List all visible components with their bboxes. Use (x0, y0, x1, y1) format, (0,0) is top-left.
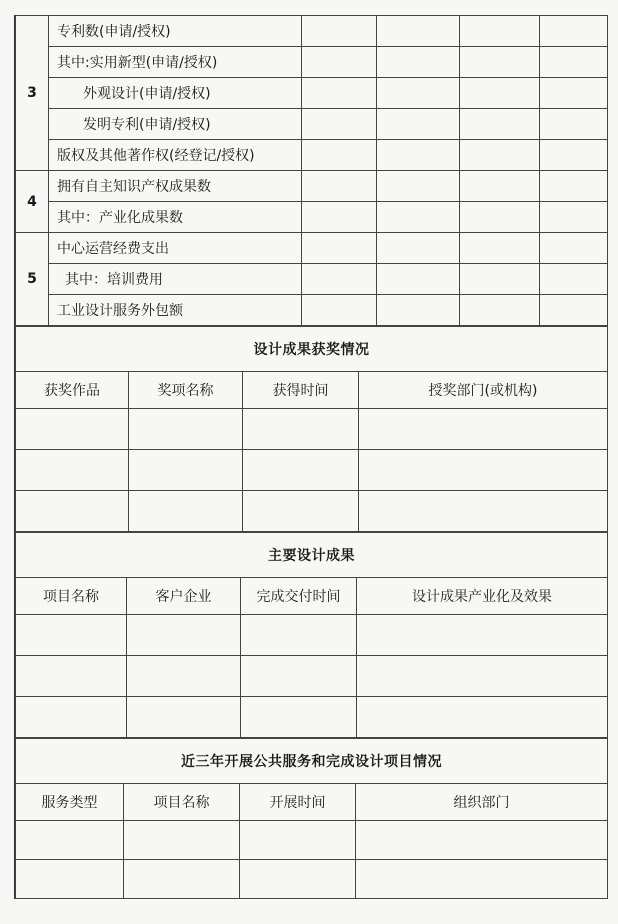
indicator-row (16, 202, 608, 233)
indicator-label: 发明专利(申请/授权) (49, 109, 302, 140)
indicator-row (16, 140, 608, 171)
input-cell[interactable] (243, 450, 359, 491)
column-header: 开展时间 (240, 784, 356, 821)
value-cell[interactable] (302, 140, 377, 171)
table-row (16, 656, 608, 697)
input-cell[interactable] (16, 656, 127, 697)
table-row (16, 409, 608, 450)
input-cell[interactable] (16, 450, 129, 491)
value-cell[interactable] (302, 171, 377, 202)
indicator-label: 其中：培训费用 (49, 264, 302, 295)
input-cell[interactable] (129, 409, 243, 450)
value-cell[interactable] (460, 295, 540, 326)
value-cell[interactable] (540, 16, 608, 47)
column-header: 客户企业 (127, 578, 241, 615)
value-cell[interactable] (377, 47, 460, 78)
column-header: 授奖部门(或机构) (359, 372, 608, 409)
column-header: 服务类型 (16, 784, 124, 821)
column-header: 项目名称 (16, 578, 127, 615)
input-cell[interactable] (16, 821, 124, 860)
value-cell[interactable] (540, 47, 608, 78)
value-cell[interactable] (460, 140, 540, 171)
input-cell[interactable] (16, 697, 127, 738)
input-cell[interactable] (357, 697, 608, 738)
indicator-row (16, 78, 608, 109)
value-cell[interactable] (377, 171, 460, 202)
indicator-label: 其中:实用新型(申请/授权) (49, 47, 302, 78)
input-cell[interactable] (16, 409, 129, 450)
indicator-label: 外观设计(申请/授权) (49, 78, 302, 109)
table-row (16, 450, 608, 491)
table-row (16, 697, 608, 738)
table-row (16, 821, 608, 860)
indicator-row (16, 171, 608, 202)
value-cell[interactable] (460, 171, 540, 202)
value-cell[interactable] (302, 109, 377, 140)
value-cell[interactable] (460, 202, 540, 233)
indicator-label: 中心运营经费支出 (49, 233, 302, 264)
value-cell[interactable] (460, 47, 540, 78)
value-cell[interactable] (377, 109, 460, 140)
input-cell[interactable] (16, 615, 127, 656)
column-header: 设计成果产业化及效果 (357, 578, 608, 615)
value-cell[interactable] (377, 295, 460, 326)
form-sheet (14, 15, 608, 899)
indicator-row (16, 295, 608, 326)
value-cell[interactable] (460, 78, 540, 109)
value-cell[interactable] (377, 140, 460, 171)
value-cell[interactable] (302, 233, 377, 264)
achievements-table (15, 532, 608, 738)
input-cell[interactable] (127, 615, 241, 656)
row-number: 4 (16, 171, 49, 233)
row-number: 5 (16, 233, 49, 326)
column-header: 完成交付时间 (241, 578, 357, 615)
input-cell[interactable] (241, 615, 357, 656)
column-header: 获奖作品 (16, 372, 129, 409)
section-title: 近三年开展公共服务和完成设计项目情况 (16, 739, 608, 784)
input-cell[interactable] (129, 491, 243, 532)
value-cell[interactable] (540, 109, 608, 140)
table-row (16, 615, 608, 656)
input-cell[interactable] (127, 656, 241, 697)
value-cell[interactable] (460, 264, 540, 295)
value-cell[interactable] (377, 202, 460, 233)
indicator-row (16, 109, 608, 140)
indicator-label: 工业设计服务外包额 (49, 295, 302, 326)
input-cell[interactable] (16, 491, 129, 532)
row-number: 3 (16, 16, 49, 171)
value-cell[interactable] (540, 233, 608, 264)
value-cell[interactable] (540, 140, 608, 171)
value-cell[interactable] (540, 264, 608, 295)
indicator-table (15, 15, 608, 326)
value-cell[interactable] (377, 78, 460, 109)
indicator-row (16, 233, 608, 264)
value-cell[interactable] (377, 233, 460, 264)
input-cell[interactable] (359, 450, 608, 491)
column-header: 获得时间 (243, 372, 359, 409)
input-cell[interactable] (241, 697, 357, 738)
indicator-row (16, 16, 608, 47)
input-cell[interactable] (359, 409, 608, 450)
input-cell[interactable] (356, 821, 608, 860)
indicator-row (16, 47, 608, 78)
value-cell[interactable] (460, 16, 540, 47)
value-cell[interactable] (540, 295, 608, 326)
indicator-label: 拥有自主知识产权成果数 (49, 171, 302, 202)
input-cell[interactable] (124, 860, 240, 899)
value-cell[interactable] (540, 171, 608, 202)
table-row (16, 491, 608, 532)
indicator-label: 其中：产业化成果数 (49, 202, 302, 233)
column-header: 组织部门 (356, 784, 608, 821)
table-row (16, 860, 608, 899)
section-title: 设计成果获奖情况 (16, 327, 608, 372)
column-header: 奖项名称 (129, 372, 243, 409)
input-cell[interactable] (357, 656, 608, 697)
value-cell[interactable] (377, 16, 460, 47)
input-cell[interactable] (240, 860, 356, 899)
value-cell[interactable] (377, 264, 460, 295)
input-cell[interactable] (359, 491, 608, 532)
input-cell[interactable] (241, 656, 357, 697)
value-cell[interactable] (540, 78, 608, 109)
value-cell[interactable] (302, 78, 377, 109)
input-cell[interactable] (124, 821, 240, 860)
value-cell[interactable] (460, 109, 540, 140)
input-cell[interactable] (16, 860, 124, 899)
input-cell[interactable] (243, 491, 359, 532)
indicator-label: 版权及其他著作权(经登记/授权) (49, 140, 302, 171)
services-table (15, 738, 608, 899)
input-cell[interactable] (356, 860, 608, 899)
awards-table (15, 326, 608, 532)
value-cell[interactable] (302, 47, 377, 78)
value-cell[interactable] (460, 233, 540, 264)
section-title: 主要设计成果 (16, 533, 608, 578)
value-cell[interactable] (302, 264, 377, 295)
value-cell[interactable] (540, 202, 608, 233)
indicator-label: 专利数(申请/授权) (49, 16, 302, 47)
input-cell[interactable] (240, 821, 356, 860)
value-cell[interactable] (302, 16, 377, 47)
indicator-row (16, 264, 608, 295)
input-cell[interactable] (129, 450, 243, 491)
input-cell[interactable] (243, 409, 359, 450)
input-cell[interactable] (127, 697, 241, 738)
input-cell[interactable] (357, 615, 608, 656)
value-cell[interactable] (302, 202, 377, 233)
value-cell[interactable] (302, 295, 377, 326)
column-header: 项目名称 (124, 784, 240, 821)
